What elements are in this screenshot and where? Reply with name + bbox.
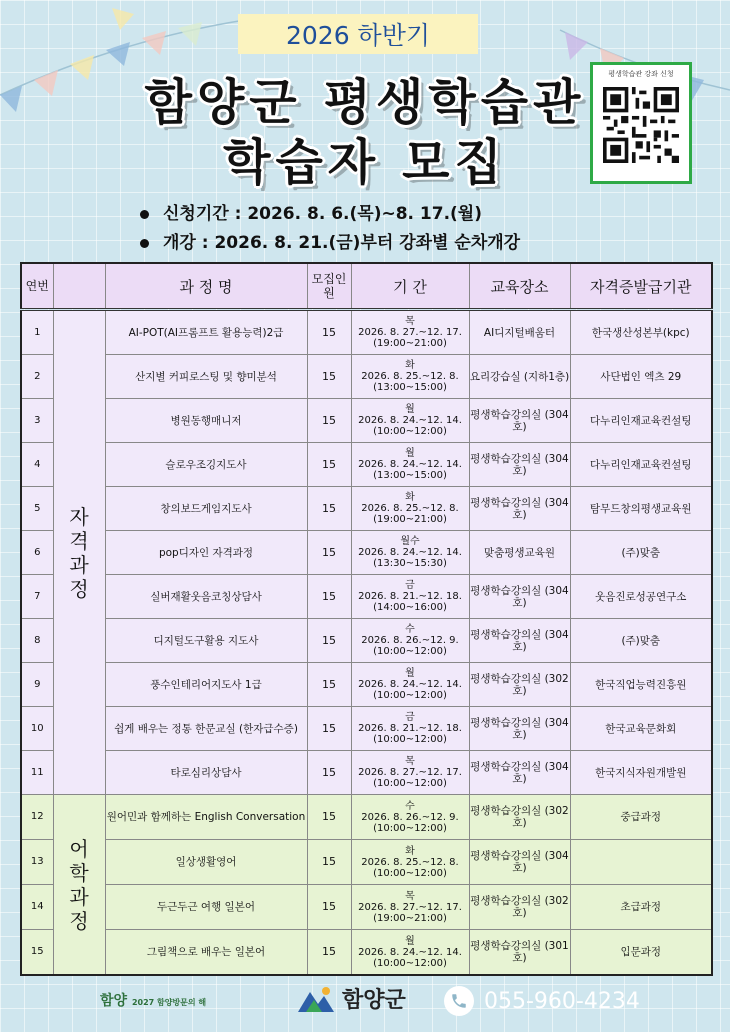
cell-course: 병원동행매니저	[105, 399, 307, 443]
cell-issuer: 다누리인재교육컨설팅	[570, 399, 712, 443]
period-time: (10:00~12:00)	[373, 646, 447, 657]
cell-issuer: 한국직업능력진흥원	[570, 663, 712, 707]
cell-course: 풍수인테리어지도사 1급	[105, 663, 307, 707]
period-time: (10:00~12:00)	[373, 957, 447, 969]
cell-course: 원어민과 함께하는 English Conversation	[105, 795, 307, 840]
table-row	[21, 443, 712, 487]
cell-place: 평생학습강의실 (302호)	[469, 663, 570, 707]
period-day: 목	[405, 890, 415, 902]
period-day: 화	[405, 845, 415, 857]
period-dates: 2026. 8. 25.~12. 8.	[361, 503, 459, 514]
cell-capacity: 15	[307, 707, 351, 751]
cell-no: 15	[21, 930, 53, 976]
cell-place: AI디지털배움터	[469, 310, 570, 355]
cell-place: 평생학습강의실 (302호)	[469, 795, 570, 840]
cell-course: 실버재활웃음코칭상담사	[105, 575, 307, 619]
cell-issuer: 다누리인재교육컨설팅	[570, 443, 712, 487]
cell-no: 7	[21, 575, 53, 619]
cell-place: 평생학습강의실 (304호)	[469, 751, 570, 795]
cell-period	[351, 840, 469, 885]
cell-issuer: 중급과정	[570, 795, 712, 840]
cell-issuer: (주)맞춤	[570, 619, 712, 663]
category-lang: 어 학 과 정	[53, 795, 105, 976]
col-header-no: 연번	[21, 263, 53, 310]
cell-no: 1	[21, 310, 53, 355]
period-time: (10:00~12:00)	[373, 822, 447, 834]
cell-capacity: 15	[307, 795, 351, 840]
table-row	[21, 531, 712, 575]
period-dates: 2026. 8. 27.~12. 17.	[358, 901, 462, 913]
table-row	[21, 399, 712, 443]
period-day: 금	[405, 580, 415, 591]
table-body	[21, 310, 712, 976]
cell-issuer: 초급과정	[570, 885, 712, 930]
phone-number: 055-960-4234	[484, 988, 640, 1014]
cell-place: 평생학습강의실 (304호)	[469, 487, 570, 531]
cell-capacity: 15	[307, 751, 351, 795]
cell-period	[351, 575, 469, 619]
cell-capacity: 15	[307, 663, 351, 707]
col-header-issuer: 자격증발급기관	[570, 263, 712, 310]
period-time: (10:00~12:00)	[373, 690, 447, 701]
cell-no: 3	[21, 399, 53, 443]
table-row	[21, 751, 712, 795]
period-dates: 2026. 8. 24.~12. 14.	[358, 415, 462, 426]
period-day: 수	[405, 800, 415, 812]
cell-period	[351, 443, 469, 487]
cell-no: 6	[21, 531, 53, 575]
cell-issuer	[570, 840, 712, 885]
cell-period	[351, 619, 469, 663]
hamyang-visit-year-logo	[100, 990, 206, 1010]
cell-place: 평생학습강의실 (301호)	[469, 930, 570, 976]
cell-course: 타로심리상담사	[105, 751, 307, 795]
period-day: 월	[405, 404, 415, 415]
cell-no: 14	[21, 885, 53, 930]
cell-place: 평생학습강의실 (302호)	[469, 885, 570, 930]
period-time: (14:00~16:00)	[373, 602, 447, 613]
cell-issuer: 한국생산성본부(kpc)	[570, 310, 712, 355]
cell-capacity: 15	[307, 399, 351, 443]
period-dates: 2026. 8. 27.~12. 17.	[358, 767, 462, 778]
cell-issuer: 사단법인 엑츠 29	[570, 355, 712, 399]
cell-capacity: 15	[307, 840, 351, 885]
cell-period	[351, 795, 469, 840]
cell-issuer: 탐무드창의평생교육원	[570, 487, 712, 531]
cell-no: 9	[21, 663, 53, 707]
hamyang-logo-text: 함양	[100, 993, 128, 1009]
qr-code-box[interactable]	[590, 62, 692, 184]
period-day: 월	[405, 935, 415, 947]
cell-period	[351, 399, 469, 443]
period-time: (13:00~15:00)	[373, 382, 447, 393]
cell-capacity: 15	[307, 531, 351, 575]
cell-issuer: 웃음진로성공연구소	[570, 575, 712, 619]
cell-period	[351, 885, 469, 930]
cell-capacity: 15	[307, 885, 351, 930]
bullet-icon	[140, 239, 149, 248]
col-header-course: 과 정 명	[105, 263, 307, 310]
cell-course: 슬로우조깅지도사	[105, 443, 307, 487]
cell-capacity: 15	[307, 443, 351, 487]
cell-place: 평생학습강의실 (304호)	[469, 399, 570, 443]
table-row	[21, 575, 712, 619]
period-dates: 2026. 8. 26.~12. 9.	[361, 811, 459, 823]
cell-no: 5	[21, 487, 53, 531]
category-cert: 자 격 과 정	[53, 310, 105, 795]
period-time: (13:00~15:00)	[373, 470, 447, 481]
cell-issuer: 한국지식자원개발원	[570, 751, 712, 795]
period-day: 화	[405, 492, 415, 503]
cell-no: 2	[21, 355, 53, 399]
info-text: 개강 : 2026. 8. 21.(금)부터 강좌별 순차개강	[163, 233, 521, 253]
cell-period	[351, 355, 469, 399]
cell-no: 4	[21, 443, 53, 487]
cell-course: 산지별 커피로스팅 및 향미분석	[105, 355, 307, 399]
cell-period	[351, 663, 469, 707]
cell-capacity: 15	[307, 310, 351, 355]
cell-place: 평생학습강의실 (304호)	[469, 840, 570, 885]
county-name: 함양군	[342, 988, 406, 1013]
cell-no: 13	[21, 840, 53, 885]
period-dates: 2026. 8. 24.~12. 14.	[358, 547, 462, 558]
period-dates: 2026. 8. 21.~12. 18.	[358, 723, 462, 734]
period-dates: 2026. 8. 26.~12. 9.	[361, 635, 459, 646]
cell-issuer: 입문과정	[570, 930, 712, 976]
period-dates: 2026. 8. 21.~12. 18.	[358, 591, 462, 602]
period-dates: 2026. 8. 24.~12. 14.	[358, 946, 462, 958]
table-row	[21, 930, 712, 976]
col-header-period: 기 간	[351, 263, 469, 310]
cell-no: 11	[21, 751, 53, 795]
cell-course: AI-POT(AI프롬프트 활용능력)2급	[105, 310, 307, 355]
col-header-category	[53, 263, 105, 310]
qr-label: 평생학습관 강좌 신청	[608, 70, 674, 78]
period-day: 목	[405, 316, 415, 327]
cell-capacity: 15	[307, 575, 351, 619]
table-row	[21, 619, 712, 663]
cell-capacity: 15	[307, 487, 351, 531]
course-table	[20, 262, 713, 976]
period-day: 월	[405, 448, 415, 459]
semester-banner-text: 2026 하반기	[285, 21, 431, 50]
period-time: (19:00~21:00)	[373, 514, 447, 525]
cell-place: 요리강습실 (지하1층)	[469, 355, 570, 399]
table-row	[21, 707, 712, 751]
cell-period	[351, 310, 469, 355]
cell-capacity: 15	[307, 619, 351, 663]
phone-icon	[444, 986, 474, 1016]
period-day: 월	[405, 668, 415, 679]
cell-period	[351, 707, 469, 751]
county-emblem-icon	[296, 984, 336, 1014]
period-time: (19:00~21:00)	[373, 338, 447, 349]
info-list	[140, 200, 520, 258]
cell-period	[351, 930, 469, 976]
cell-period	[351, 751, 469, 795]
cell-place: 평생학습강의실 (304호)	[469, 575, 570, 619]
period-time: (13:30~15:30)	[373, 558, 447, 569]
cell-course: 디지털도구활용 지도사	[105, 619, 307, 663]
period-day: 월수	[400, 536, 420, 547]
period-time: (10:00~12:00)	[373, 778, 447, 789]
period-dates: 2026. 8. 27.~12. 17.	[358, 327, 462, 338]
cell-place: 평생학습강의실 (304호)	[469, 707, 570, 751]
period-time: (10:00~12:00)	[373, 734, 447, 745]
cell-course: 일상생활영어	[105, 840, 307, 885]
cell-place: 평생학습강의실 (304호)	[469, 619, 570, 663]
cell-place: 평생학습강의실 (304호)	[469, 443, 570, 487]
cell-capacity: 15	[307, 930, 351, 976]
cell-course: 두근두근 여행 일본어	[105, 885, 307, 930]
period-time: (19:00~21:00)	[373, 912, 447, 924]
cell-issuer: (주)맞춤	[570, 531, 712, 575]
period-time: (10:00~12:00)	[373, 867, 447, 879]
cell-period	[351, 531, 469, 575]
cell-no: 8	[21, 619, 53, 663]
cell-course: 창의보드게임지도사	[105, 487, 307, 531]
cell-place: 맞춤평생교육원	[469, 531, 570, 575]
cell-no: 12	[21, 795, 53, 840]
table-row	[21, 663, 712, 707]
period-time: (10:00~12:00)	[373, 426, 447, 437]
cell-period	[351, 487, 469, 531]
col-header-capacity: 모집인원	[307, 263, 351, 310]
cell-course: pop디자인 자격과정	[105, 531, 307, 575]
info-item-opening	[140, 229, 520, 258]
period-dates: 2026. 8. 24.~12. 14.	[358, 459, 462, 470]
cell-capacity: 15	[307, 355, 351, 399]
col-header-place: 교육장소	[469, 263, 570, 310]
period-day: 수	[405, 624, 415, 635]
cell-no: 10	[21, 707, 53, 751]
table-row	[21, 355, 712, 399]
table-row	[21, 795, 712, 840]
page-title-line1: 함양군 평생학습관	[144, 74, 586, 131]
cell-course: 그림책으로 배우는 일본어	[105, 930, 307, 976]
period-day: 화	[405, 360, 415, 371]
bullet-icon	[140, 210, 149, 219]
period-dates: 2026. 8. 25.~12. 8.	[361, 371, 459, 382]
cell-issuer: 한국교육문화회	[570, 707, 712, 751]
qr-code-icon	[603, 87, 679, 163]
table-row	[21, 310, 712, 355]
table-header-row	[21, 263, 712, 310]
cell-course: 쉽게 배우는 정통 한문교실 (한자급수증)	[105, 707, 307, 751]
semester-banner	[238, 14, 478, 54]
county-logo	[296, 983, 406, 1014]
table-row	[21, 885, 712, 930]
table-row	[21, 487, 712, 531]
info-item-period	[140, 200, 520, 229]
table-row	[21, 840, 712, 885]
period-dates: 2026. 8. 25.~12. 8.	[361, 856, 459, 868]
info-text: 신청기간 : 2026. 8. 6.(목)~8. 17.(월)	[163, 204, 482, 224]
period-dates: 2026. 8. 24.~12. 14.	[358, 679, 462, 690]
page-title-line2: 학습자 모집	[223, 134, 507, 191]
period-day: 목	[405, 756, 415, 767]
hamyang-slogan: 2027 함양방문의 해	[131, 998, 207, 1007]
period-day: 금	[405, 712, 415, 723]
contact-phone[interactable]	[444, 986, 640, 1016]
